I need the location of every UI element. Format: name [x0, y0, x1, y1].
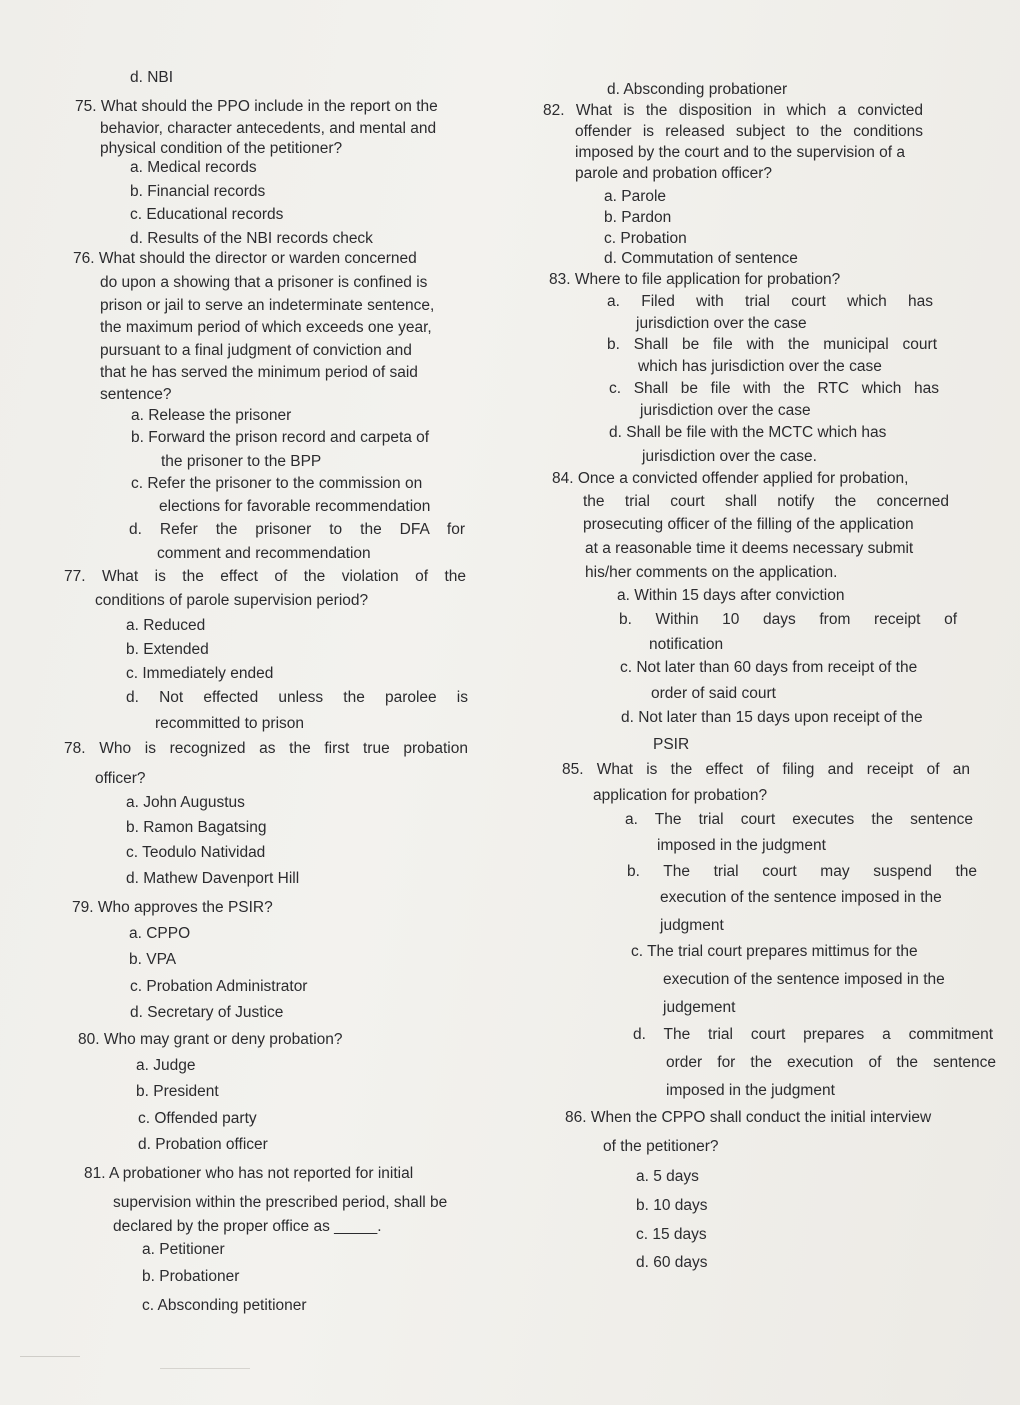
q76-option-b-line-1: b. Forward the prison record and carpeta of: [131, 429, 430, 446]
q82-line-4: parole and probation officer?: [575, 165, 773, 182]
q80-option-d: d. Probation officer: [138, 1136, 268, 1153]
q77-option-a: a. Reduced: [126, 617, 206, 634]
q76-line-1: 76. What should the director or warden concerned: [73, 250, 417, 267]
q75-line-1: 75. What should the PPO include in the report on the: [75, 98, 438, 115]
q80-line-1: 80. Who may grant or deny probation?: [78, 1031, 343, 1048]
q76-option-d-line-1: d. Refer the prisoner to the DFA for: [129, 521, 465, 538]
q79-option-d: d. Secretary of Justice: [130, 1004, 284, 1021]
q82-option-b: b. Pardon: [604, 209, 672, 226]
q85-option-b-line-2: execution of the sentence imposed in the: [660, 889, 942, 906]
q84-line-1: 84. Once a convicted offender applied for probation,: [552, 470, 909, 487]
q84-line-4: at a reasonable time it deems necessary submit: [585, 540, 914, 557]
q77-option-d-line-2: recommitted to prison: [155, 715, 305, 732]
q76-option-a: a. Release the prisoner: [131, 407, 292, 424]
q84-option-b-line-2: notification: [649, 636, 724, 653]
q83-option-b-line-2: which has jurisdiction over the case: [638, 358, 882, 375]
q81-line-3: declared by the proper office as _____.: [113, 1218, 382, 1235]
q76-line-3: prison or jail to serve an indeterminate sentence,: [100, 297, 435, 314]
q78-line-1: 78. Who is recognized as the first true probation: [64, 740, 468, 757]
q79-line-1: 79. Who approves the PSIR?: [72, 899, 273, 916]
q76-line-4: the maximum period of which exceeds one year,: [100, 319, 432, 336]
q85-option-d-line-3: imposed in the judgment: [666, 1082, 835, 1099]
q86-option-c: c. 15 days: [636, 1226, 707, 1243]
q77-option-d-line-1: d. Not effected unless the parolee is: [126, 689, 468, 706]
q74-option-d: d. NBI: [130, 69, 174, 86]
q85-option-c-line-1: c. The trial court prepares mittimus for the: [631, 943, 918, 960]
q78-option-b: b. Ramon Bagatsing: [126, 819, 267, 836]
q85-option-c-line-2: execution of the sentence imposed in the: [663, 971, 945, 988]
q75-option-a: a. Medical records: [130, 159, 257, 176]
q80-option-c: c. Offended party: [138, 1110, 257, 1127]
q76-option-c-line-2: elections for favorable recommendation: [159, 498, 431, 515]
q85-option-b-line-1: b. The trial court may suspend the: [627, 863, 977, 880]
q81-option-d: d. Absconding probationer: [607, 81, 788, 98]
q84-option-c-line-2: order of said court: [651, 685, 776, 702]
q77-line-2: conditions of parole supervision period?: [95, 592, 369, 609]
q86-option-a: a. 5 days: [636, 1168, 699, 1185]
q86-line-2: of the petitioner?: [603, 1138, 719, 1155]
q84-line-3: prosecuting officer of the filling of the application: [583, 516, 914, 533]
q76-line-7: sentence?: [100, 386, 172, 403]
q79-option-b: b. VPA: [129, 951, 177, 968]
q75-option-b: b. Financial records: [130, 183, 266, 200]
q80-option-a: a. Judge: [136, 1057, 196, 1074]
q76-option-c-line-1: c. Refer the prisoner to the commission on: [131, 475, 423, 492]
q76-line-2: do upon a showing that a prisoner is confined is: [100, 274, 428, 291]
q80-option-b: b. President: [136, 1083, 219, 1100]
q81-option-b: b. Probationer: [142, 1268, 240, 1285]
q81-option-a: a. Petitioner: [142, 1241, 225, 1258]
q77-option-b: b. Extended: [126, 641, 209, 658]
q75-line-3: physical condition of the petitioner?: [100, 140, 343, 157]
q85-line-2: application for probation?: [593, 787, 768, 804]
q78-option-c: c. Teodulo Natividad: [126, 844, 266, 861]
q84-line-2: the trial court shall notify the concerned: [583, 493, 949, 510]
q76-option-b-line-2: the prisoner to the BPP: [161, 453, 322, 470]
q76-line-5: pursuant to a final judgment of conviction and: [100, 342, 412, 359]
q82-option-d: d. Commutation of sentence: [604, 250, 798, 267]
scan-mark: [20, 1356, 80, 1357]
q81-line-2: supervision within the prescribed period, shall be: [113, 1194, 448, 1211]
q78-option-a: a. John Augustus: [126, 794, 245, 811]
q82-line-1: 82. What is the disposition in which a convicted: [543, 102, 923, 119]
q85-option-c-line-3: judgement: [663, 999, 736, 1016]
q83-line-1: 83. Where to file application for probation?: [549, 271, 841, 288]
q83-option-d-line-2: jurisdiction over the case.: [642, 448, 817, 465]
q81-option-c: c. Absconding petitioner: [142, 1297, 307, 1314]
q82-line-2: offender is released subject to the conditions: [575, 123, 923, 140]
q83-option-a-line-2: jurisdiction over the case: [636, 315, 807, 332]
q85-option-a-line-2: imposed in the judgment: [657, 837, 826, 854]
q82-option-c: c. Probation: [604, 230, 687, 247]
q86-option-d: d. 60 days: [636, 1254, 708, 1271]
q85-option-d-line-1: d. The trial court prepares a commitment: [633, 1026, 993, 1043]
q76-line-6: that he has served the minimum period of said: [100, 364, 418, 381]
q77-line-1: 77. What is the effect of the violation of the: [64, 568, 466, 585]
q76-option-d-line-2: comment and recommendation: [157, 545, 371, 562]
q79-option-c: c. Probation Administrator: [130, 978, 308, 995]
q78-option-d: d. Mathew Davenport Hill: [126, 870, 300, 887]
q75-option-c: c. Educational records: [130, 206, 284, 223]
q86-line-1: 86. When the CPPO shall conduct the initial interview: [565, 1109, 932, 1126]
scan-mark: [160, 1368, 250, 1369]
q85-line-1: 85. What is the effect of filing and receipt of an: [562, 761, 970, 778]
q84-option-c-line-1: c. Not later than 60 days from receipt of the: [620, 659, 918, 676]
q86-option-b: b. 10 days: [636, 1197, 708, 1214]
q85-option-d-line-2: order for the execution of the sentence: [666, 1054, 996, 1071]
q78-line-2: officer?: [95, 770, 146, 787]
q84-option-d-line-1: d. Not later than 15 days upon receipt of the: [621, 709, 923, 726]
q84-line-5: his/her comments on the application.: [585, 564, 838, 581]
q75-line-2: behavior, character antecedents, and mental and: [100, 120, 437, 137]
q84-option-d-line-2: PSIR: [653, 736, 690, 753]
q82-option-a: a. Parole: [604, 188, 667, 205]
q84-option-a: a. Within 15 days after conviction: [617, 587, 845, 604]
q85-option-a-line-1: a. The trial court executes the sentence: [625, 811, 973, 828]
q83-option-d-line-1: d. Shall be file with the MCTC which has: [609, 424, 887, 441]
q83-option-b-line-1: b. Shall be file with the municipal court: [607, 336, 937, 353]
q82-line-3: imposed by the court and to the supervision of a: [575, 144, 906, 161]
q81-line-1: 81. A probationer who has not reported for initial: [84, 1165, 414, 1182]
q75-option-d: d. Results of the NBI records check: [130, 230, 373, 247]
q84-option-b-line-1: b. Within 10 days from receipt of: [619, 611, 957, 628]
q77-option-c: c. Immediately ended: [126, 665, 274, 682]
q83-option-c-line-2: jurisdiction over the case: [640, 402, 811, 419]
q83-option-c-line-1: c. Shall be file with the RTC which has: [609, 380, 939, 397]
q79-option-a: a. CPPO: [129, 925, 191, 942]
q85-option-b-line-3: judgment: [660, 917, 724, 934]
q83-option-a-line-1: a. Filed with trial court which has: [607, 293, 933, 310]
